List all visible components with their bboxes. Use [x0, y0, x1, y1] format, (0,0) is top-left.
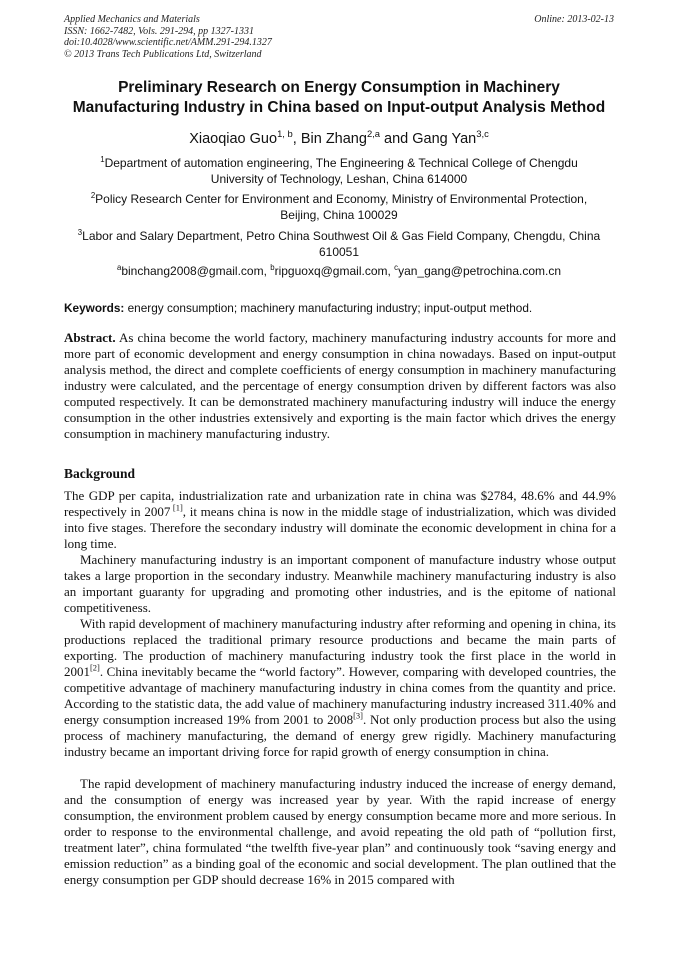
online-date: Online: 2013-02-13	[534, 14, 614, 25]
email-sep: ,	[387, 264, 395, 278]
title-line-2: Manufacturing Industry in China based on Input-output Analysis Method	[72, 99, 606, 116]
keywords	[64, 300, 616, 316]
affiliation-line: 610051	[318, 245, 360, 259]
email-sup: c	[394, 263, 399, 272]
paragraph-text: . Not only production process but also the using process of machinery manufacturing, the demand of energy grew rigidly. Machinery manufacturing industry became an important driving force for rapid growth of energy consumption in china.	[64, 712, 616, 759]
email-sup: b	[270, 263, 275, 272]
paragraph-3	[64, 616, 616, 760]
author-sup: 3,c	[476, 128, 489, 140]
author-sep: ,	[292, 131, 301, 147]
paper-title	[40, 78, 638, 118]
journal-copyright: © 2013 Trans Tech Publications Ltd, Switzerland	[64, 48, 262, 60]
affiliation-sup: 3	[77, 228, 83, 237]
abstract-label: Abstract.	[64, 330, 116, 345]
citation: [3]	[353, 710, 363, 721]
paragraph-2	[64, 552, 616, 616]
affiliation-line: Labor and Salary Department, Petro China Southwest Oil & Gas Field Company, Chengdu, China	[82, 229, 601, 243]
author-list	[40, 130, 638, 148]
author-sep: and	[380, 131, 413, 147]
journal-info	[64, 14, 272, 60]
email-address: ripguoxq@gmail.com	[274, 264, 388, 278]
author-sup: 1, b	[277, 128, 293, 140]
abstract	[64, 330, 616, 442]
paragraph-text: , it means china is now in the middle stage of industrialization, which was divided into five stages. Therefore the secondary industry will dominate the economic development in china for a long time.	[64, 504, 616, 551]
author-name: Xiaoqiao Guo	[189, 131, 278, 147]
affiliation-line: University of Technology, Leshan, China 614000	[210, 172, 468, 186]
affiliation-2	[55, 191, 623, 223]
keywords-label: Keywords:	[64, 301, 125, 315]
email-list	[55, 263, 623, 279]
email-address: yan_gang@petrochina.com.cn	[398, 264, 562, 278]
affiliation-line: Beijing, China 100029	[280, 208, 398, 222]
author-name: Bin Zhang	[300, 131, 367, 147]
affiliation-line: Department of automation engineering, The Engineering & Technical College of Chengdu	[104, 156, 578, 170]
paragraph-1	[64, 488, 616, 552]
section-heading: Background	[64, 466, 136, 481]
affiliation-line: Policy Research Center for Environment and Economy, Ministry of Environmental Protection,	[95, 192, 588, 206]
journal-name: Applied Mechanics and Materials	[64, 14, 200, 25]
paragraph-text: . China inevitably became the “world factory”. However, comparing with developed countries, the competitive advantage of machinery manufacturing industry in china comes from the quantity and price. According to the statistic data, the add value of machinery manufacturing industry increased 311.40% and energy consumption increased 19% from 2001 to 2008	[64, 664, 616, 727]
journal-doi: doi:10.4028/www.scientific.net/AMM.291-294.1327	[64, 37, 272, 48]
paragraph-text: The GDP per capita, industrialization rate and urbanization rate in china was $2784, 48.6% and 44.9% respectively in 2007	[64, 488, 616, 519]
author-sup: 2,a	[366, 128, 381, 140]
affiliation-1	[55, 155, 623, 187]
email-sep: ,	[263, 264, 271, 278]
citation: [1]	[170, 502, 183, 513]
background-section	[64, 488, 616, 888]
paragraph-text: Machinery manufacturing industry is an important component of manufacture industry whose output takes a large proportion in the secondary industry. Meanwhile machinery manufacturing industry is also an important guaranty for upgrading and promoting other industries, and is the epitome of national competitiveness.	[64, 552, 616, 615]
citation: [2]	[90, 662, 100, 673]
paragraph-text: The rapid development of machinery manufacturing industry induced the increase of energy demand, and the consumption of energy was increased year by year. With the rapid increase of energy consumption, the environment problem caused by energy consumption became more and more serious. In order to response to the environmental challenge, and avoid repeating the old path of “pollution first, treatment later”, china formulated “the twelfth five-year plan” and continuously took “saving energy and emission reduction” as a binding goal of the economic and social development. The plan outlined that the energy consumption per GDP should decrease 16% in 2015 compared with	[64, 776, 616, 887]
journal-issn: ISSN: 1662-7482, Vols. 291-294, pp 1327-1331	[64, 25, 254, 37]
affiliation-sup: 2	[90, 191, 96, 200]
title-line-1: Preliminary Research on Energy Consumption in Machinery	[118, 79, 560, 96]
affiliation-sup: 1	[100, 155, 105, 164]
paragraph-text: With rapid development of machinery manufacturing industry after reforming and opening in china, its productions replaced the traditional primary resource productions and became the main parts of exporting. The production of machinery manufacturing industry took the first place in the world in 2001	[64, 616, 616, 679]
paragraph-4	[64, 776, 616, 888]
abstract-text: As china become the world factory, machinery manufacturing industry accounts for more and more part of economic development and energy consumption in china nowadays. Based on input-output analysis method, the direct and complete coefficients of energy consumption in machinery manufacturing industry were calculated, and the percentage of energy consumption driven by different factors was also computed respectively. It can be demonstrated machinery manufacturing industry will induce the energy consumption in the other industries extensively and exporting is the main factor which drives the energy consumption in machinery manufacturing industry.	[64, 330, 616, 441]
affiliation-3	[55, 228, 623, 260]
keywords-text: energy consumption; machinery manufacturing industry; input-output method.	[124, 301, 533, 315]
email-address: binchang2008@gmail.com	[121, 264, 264, 278]
author-name: Gang Yan	[412, 131, 477, 147]
email-sup: a	[116, 263, 122, 272]
